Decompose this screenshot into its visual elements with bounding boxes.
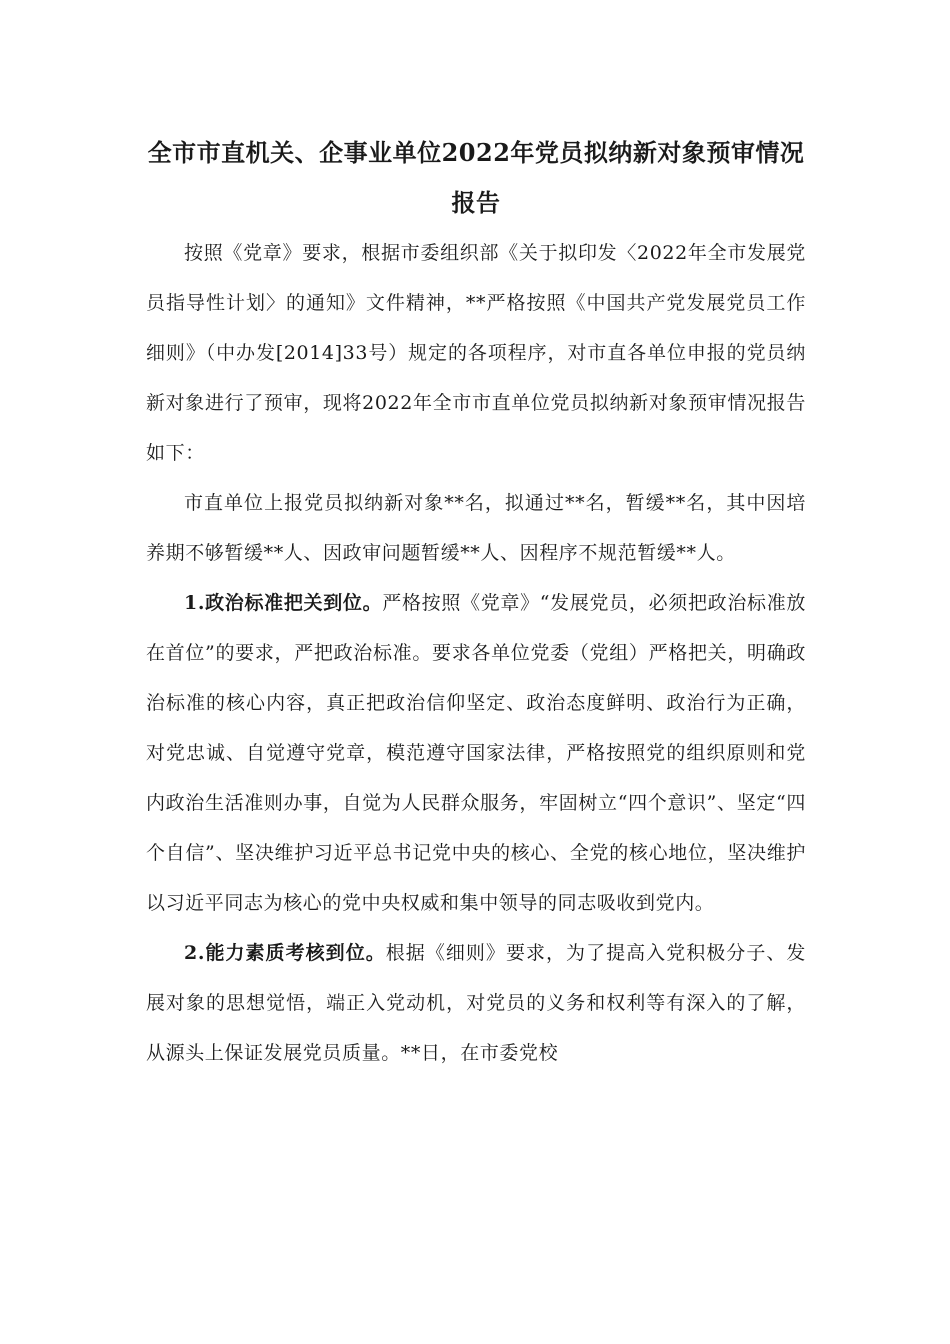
- paragraph-summary: [146, 478, 806, 578]
- paragraph-ability-assessment-text: 根据《细则》要求，为了提高入党积极分子、发展对象的思想觉悟，端正入党动机，对党员的义务和权利等有深入的了解，从源头上保证发展党员质量。**日，在市委党校: [146, 942, 807, 1064]
- paragraph-intro: [146, 228, 806, 478]
- paragraph-political-standard: [146, 578, 806, 928]
- paragraph-intro-text: 按照《党章》要求，根据市委组织部《关于拟印发〈2022年全市发展党员指导性计划〉的通知》文件精神，**严格按照《中国共产党发展党员工作细则》（中办发[2014]33号）规定的各项程序，对市直各单位申报的党员纳新对象进行了预审，现将2022年全市市直单位党员拟纳新对象预审情况报告如下：: [146, 242, 806, 464]
- paragraph-ability-assessment-heading: 2.能力素质考核到位。: [184, 942, 386, 964]
- document-page: [146, 128, 806, 1078]
- paragraph-summary-text: 市直单位上报党员拟纳新对象**名，拟通过**名，暂缓**名，其中因培养期不够暂缓**人、因政审问题暂缓**人、因程序不规范暂缓**人。: [146, 492, 806, 564]
- paragraph-political-standard-heading: 1.政治标准把关到位。: [184, 592, 383, 614]
- paragraph-ability-assessment: [146, 928, 806, 1078]
- document-title: 全市市直机关、企事业单位2022年党员拟纳新对象预审情况报告: [147, 138, 805, 217]
- paragraph-political-standard-text: 严格按照《党章》“发展党员，必须把政治标准放在首位”的要求，严把政治标准。要求各单位党委（党组）严格把关，明确政治标准的核心内容，真正把政治信仰坚定、政治态度鲜明、政治行为正确，对党忠诚、自觉遵守党章，模范遵守国家法律，严格按照党的组织原则和党内政治生活准则办事，自觉为人民群众服务，牢固树立“四个意识”、坚定“四个自信”、坚决维护习近平总书记党中央的核心、全党的核心地位，坚决维护以习近平同志为核心的党中央权威和集中领导的同志吸收到党内。: [146, 592, 807, 914]
